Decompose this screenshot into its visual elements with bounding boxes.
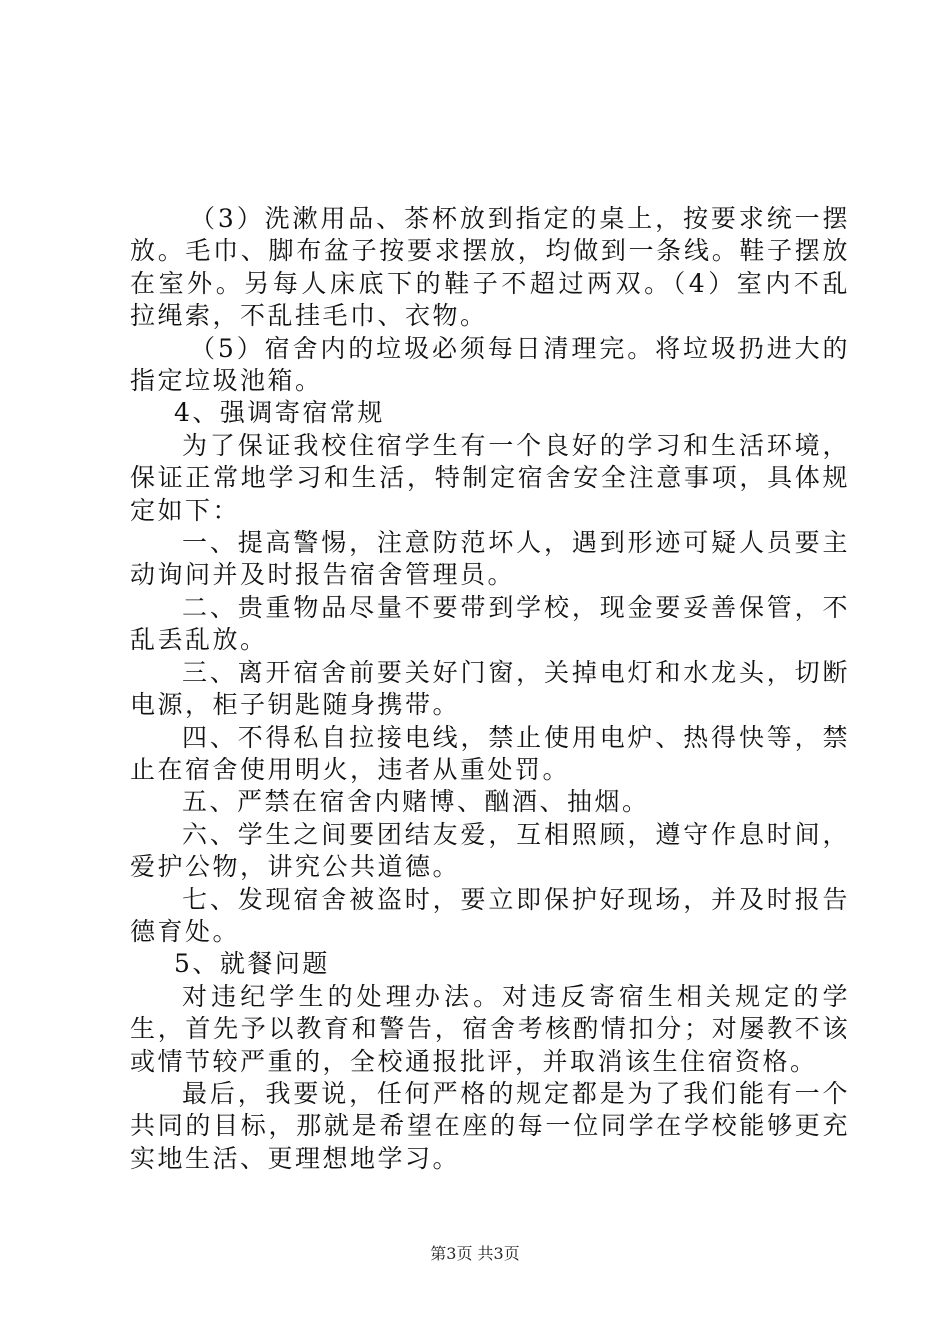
rule-6: 六、学生之间要团结友爱，互相照顾，遵守作息时间，爱护公物，讲究公共道德。 (130, 819, 850, 882)
rule-7: 七、发现宿舍被盗时，要立即保护好现场，并及时报告德育处。 (130, 884, 850, 946)
paragraph-items-3-4: （3）洗漱用品、茶杯放到指定的桌上，按要求统一摆放。毛巾、脚布盆子按要求摆放，均做到一条线。鞋子摆放在室外。另每人床底下的鞋子不超过两双。（4）室内不乱拉绳索，不乱挂毛巾、衣物。 (130, 204, 850, 331)
page-footer: 第3页 共3页 (430, 1244, 520, 1263)
rule-5: 五、严禁在宿舍内赌博、酗酒、抽烟。 (182, 787, 650, 817)
rule-4: 四、不得私自拉接电线，禁止使用电炉、热得快等，禁止在宿舍使用明火，违者从重处罚。 (130, 722, 850, 784)
rule-3: 三、离开宿舍前要关好门窗，关掉电灯和水龙头，切断电源，柜子钥匙随身携带。 (130, 657, 850, 720)
document-body (130, 203, 850, 1175)
rule-2: 二、贵重物品尽量不要带到学校，现金要妥善保管，不乱丢乱放。 (130, 592, 850, 655)
paragraph-conclusion: 最后，我要说，任何严格的规定都是为了我们能有一个共同的目标，那就是希望在座的每一位同学在学校能够更充实地生活、更理想地学习。 (130, 1078, 850, 1173)
paragraph-intro: 为了保证我校住宿学生有一个良好的学习和生活环境，保证正常地学习和生活，特制定宿舍安全注意事项，具体规定如下： (130, 430, 850, 525)
paragraph-item-5: （5）宿舍内的垃圾必须每日清理完。将垃圾扔进大的指定垃圾池箱。 (130, 333, 850, 396)
section-heading-dining: 5、就餐问题 (174, 949, 330, 979)
section-heading-boarding-rules: 4、强调寄宿常规 (174, 398, 385, 428)
rule-1: 一、提高警惕，注意防范坏人，遇到形迹可疑人员要主动询问并及时报告宿舍管理员。 (130, 528, 850, 590)
paragraph-discipline: 对违纪学生的处理办法。对违反寄宿生相关规定的学生，首先予以教育和警告，宿舍考核酌情扣分；对屡教不该或情节较严重的，全校通报批评，并取消该生住宿资格。 (130, 981, 850, 1076)
